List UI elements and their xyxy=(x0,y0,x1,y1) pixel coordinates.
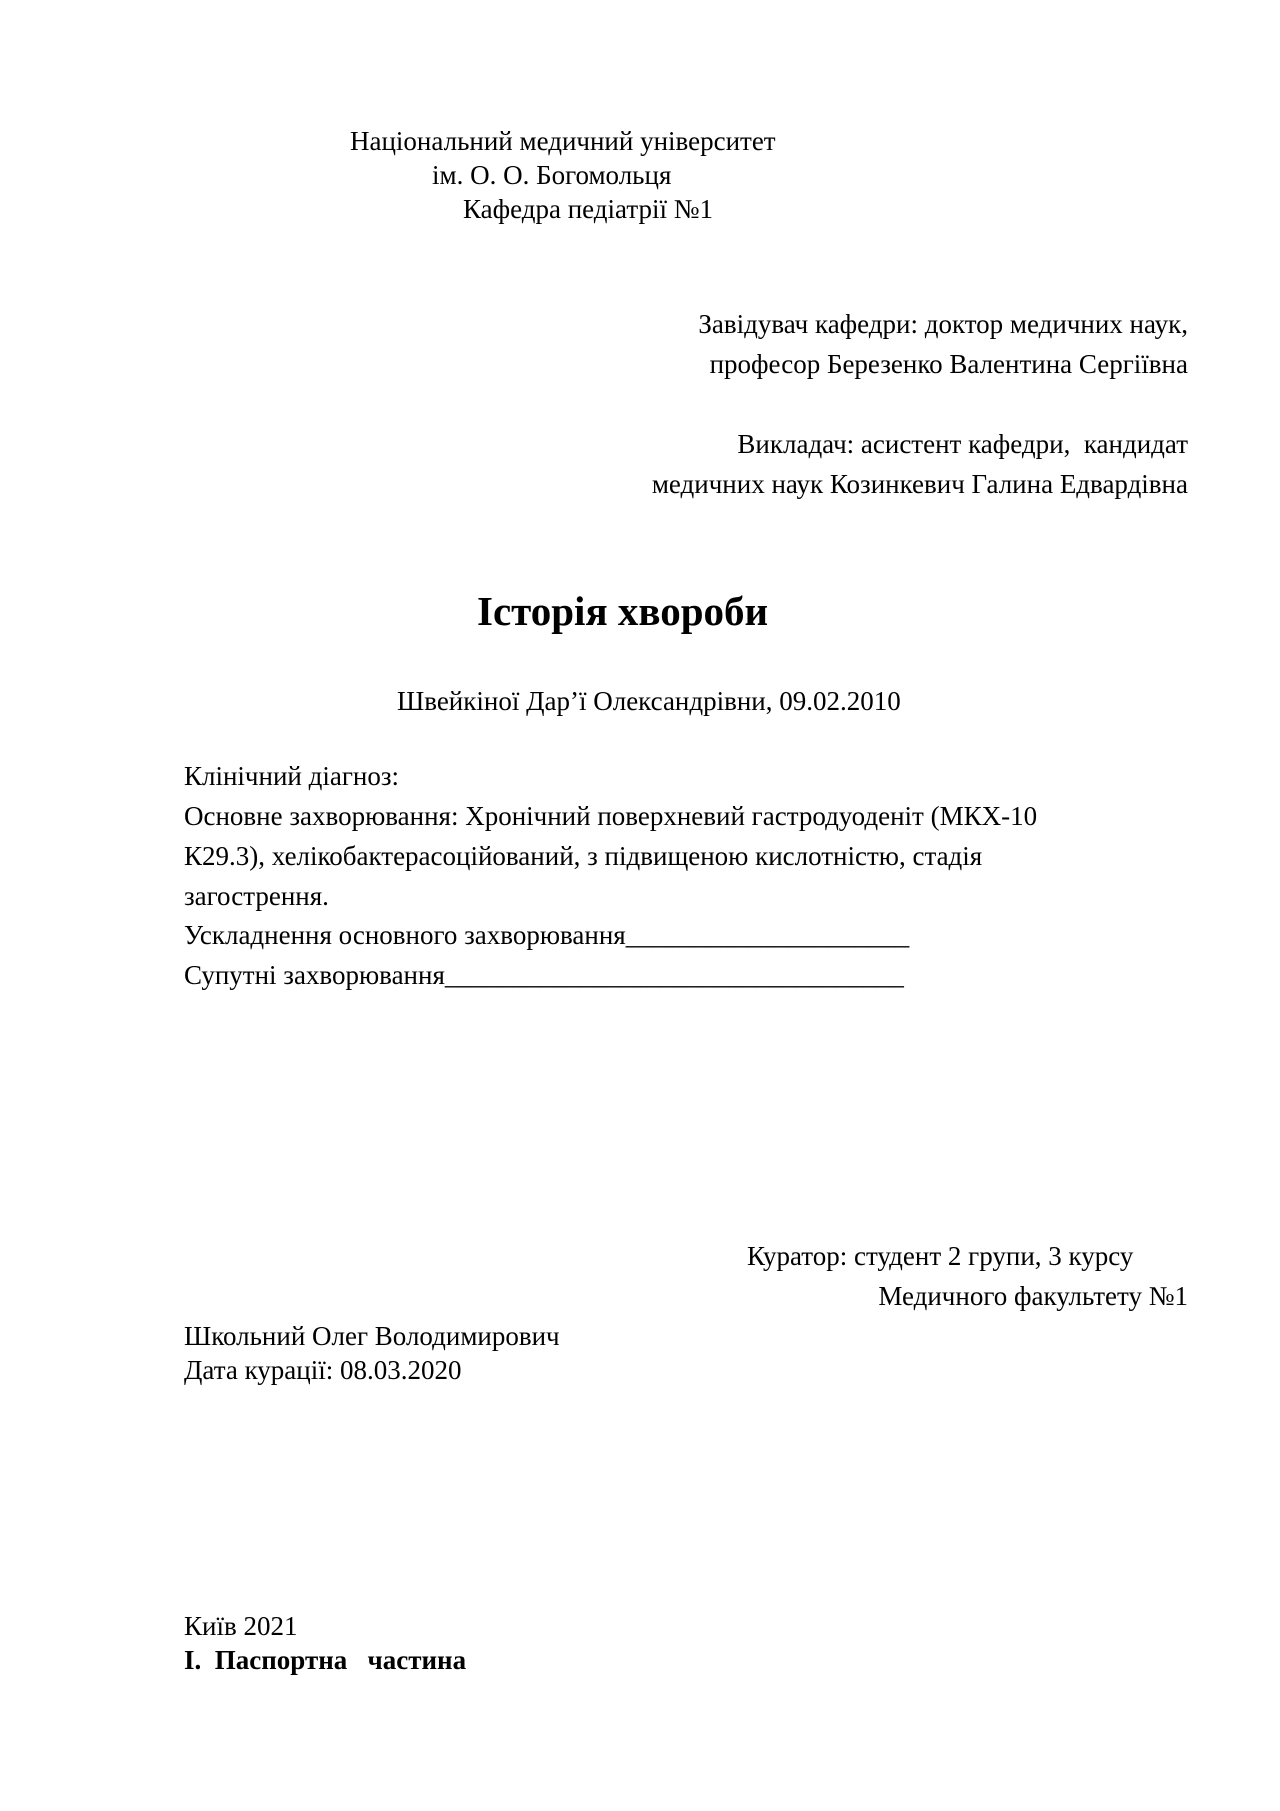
university-name: Національний медичний університет xyxy=(350,126,776,156)
head-of-department-line1: Завідувач кафедри: доктор медичних наук, xyxy=(698,309,1188,339)
document-title: Історія хвороби xyxy=(477,588,769,634)
head-of-department-line2: професор Березенко Валентина Сергіївна xyxy=(709,349,1188,379)
department-name: Кафедра педіатрії №1 xyxy=(463,194,713,224)
curator-name: Школьний Олег Володимирович xyxy=(184,1321,560,1351)
university-named-after: ім. О. О. Богомольця xyxy=(432,160,672,190)
complications-line: Ускладнення основного захворювання_____________________ xyxy=(184,920,910,950)
curator-line1: Куратор: студент 2 групи, 3 курсу xyxy=(747,1241,1134,1271)
city-year: Київ 2021 xyxy=(184,1611,298,1641)
curation-date: Дата курації: 08.03.2020 xyxy=(184,1355,462,1385)
main-disease-line3: загострення. xyxy=(184,881,329,911)
curator-line2: Медичного факультету №1 xyxy=(878,1281,1188,1311)
diagnosis-heading: Клінічний діагноз: xyxy=(184,761,400,791)
main-disease-line1: Основне захворювання: Хронічний поверхневий гастродуоденіт (МКХ-10 xyxy=(184,801,1038,831)
section-heading-passport: І. Паспортна частина xyxy=(184,1645,467,1675)
comorbidities-line: Супутні захворювання__________________________________ xyxy=(184,960,904,990)
main-disease-line2: К29.3), хелікобактерасоційований, з підвищеною кислотністю, стадія xyxy=(184,841,983,871)
lecturer-line1: Викладач: асистент кафедри, кандидат xyxy=(737,429,1188,459)
patient-name: Швейкіної Дар’ї Олександрівни, 09.02.2010 xyxy=(397,686,901,716)
lecturer-line2: медичних наук Козинкевич Галина Едвардівна xyxy=(651,469,1188,499)
